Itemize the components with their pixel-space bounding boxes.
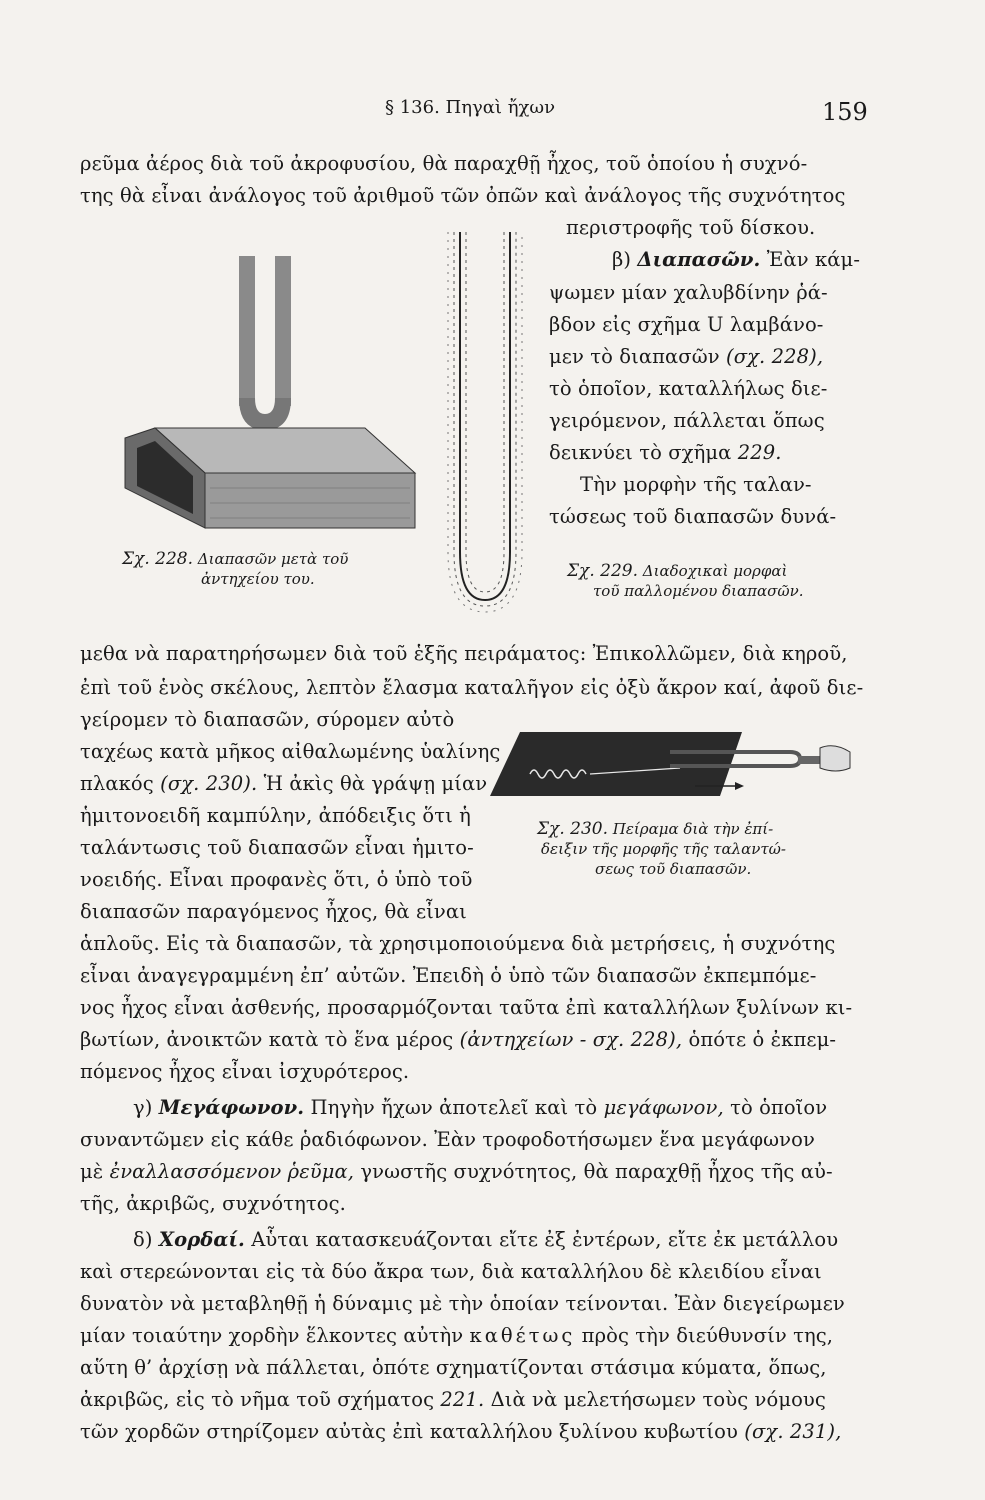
text-line: ταλάντωσις τοῦ διαπασῶν εἶναι ἡμιτο- <box>80 836 474 859</box>
section-gamma-line1 <box>133 1094 827 1122</box>
section-beta-heading <box>612 246 860 274</box>
text-line <box>549 439 782 467</box>
text-line: γείρομεν τὸ διαπασῶν, σύρομεν αὐτὸ <box>80 708 455 731</box>
section-title: Διαπασῶν. <box>637 248 761 271</box>
text-line: νος ἦχος εἶναι ἀσθενής, προσαρμόζονται ταῦτα ἐπὶ καταλλήλων ξυλίνων κι- <box>80 996 853 1019</box>
text-fragment: γνωστῆς συχνότητος, θὰ παραχθῇ ἦχος τῆς αὐ- <box>360 1160 833 1183</box>
text-fragment: Ἡ ἀκὶς θὰ γράψῃ μίαν <box>263 772 488 795</box>
text-line <box>80 1158 833 1186</box>
page-number: 159 <box>822 98 868 126</box>
figure-230-caption-line3: σεως τοῦ διαπασῶν. <box>595 860 752 878</box>
figure-229-vibration-shapes <box>440 232 530 610</box>
text-fragment: μεν τὸ διαπασῶν <box>549 345 720 368</box>
text-fragment: δεικνύει τὸ σχῆμα <box>549 441 732 464</box>
section-title: Μεγάφωνον. <box>158 1096 305 1119</box>
text-line: ἐπὶ τοῦ ἑνὸς σκέλους, λεπτὸν ἔλασμα καταλῆγον εἰς ὀξὺ ἄκρον καί, ἀφοῦ διε- <box>80 676 864 699</box>
text-line: συναντῶμεν εἰς κάθε ῥαδιόφωνον. Ἐὰν τροφοδοτήσωμεν ἕνα μεγάφωνον <box>80 1128 815 1151</box>
text-line <box>80 1418 841 1446</box>
text-line: αὕτη θ’ ἀρχίσῃ νὰ πάλλεται, ὁπότε σχηματίζονται στάσιμα κύματα, ὅπως, <box>80 1356 827 1379</box>
figure-228-tuning-fork-illustration <box>115 248 425 533</box>
caption-text: Πείραμα διὰ τὴν ἐπί- <box>612 820 774 838</box>
figure-number: Σχ. 228. <box>122 549 193 569</box>
section-title: Χορδαί. <box>158 1228 245 1251</box>
text-line <box>80 770 487 798</box>
figure-number: Σχ. 230. <box>537 819 608 839</box>
text-emphasis: μεγάφωνον, <box>603 1096 724 1119</box>
figure-number: Σχ. 229. <box>567 561 638 581</box>
text-line: νοειδής. Εἶναι προφανὲς ὅτι, ὁ ὑπὸ τοῦ <box>80 868 473 891</box>
text-fragment: μίαν τοιαύτην χορδὴν ἕλκοντες αὐτὴν <box>80 1324 464 1347</box>
text-line: πόμενος ἦχος εἶναι ἰσχυρότερος. <box>80 1060 410 1083</box>
text-fragment: Πηγὴν ἤχων ἀποτελεῖ καὶ τὸ <box>310 1096 598 1119</box>
text-line: Τὴν μορφὴν τῆς ταλαν- <box>580 473 812 496</box>
figure-229-caption <box>567 562 787 580</box>
figure-reference: 229. <box>737 441 782 464</box>
text-line: ἡμιτονοειδῆ καμπύλην, ἀπόδειξις ὅτι ἡ <box>80 804 471 827</box>
text-line: δυνατὸν νὰ μεταβληθῇ ἡ δύναμις μὲ τὴν ὁποίαν τείνονται. Ἐὰν διεγείρωμεν <box>80 1292 845 1315</box>
text-line: γειρόμενον, πάλλεται ὅπως <box>549 409 825 432</box>
text-line: εἶναι ἀναγεγραμμένη ἐπ’ αὐτῶν. Ἐπειδὴ ὁ ὑπὸ τῶν διαπασῶν ἐκπεμπόμε- <box>80 964 817 987</box>
text-emphasis: ἐναλλασσόμενον ῥεῦμα, <box>109 1160 355 1183</box>
figure-230-experiment-illustration <box>480 728 860 800</box>
caption-text: Διαδοχικαὶ μορφαὶ <box>642 562 788 580</box>
text-line: τὸ ὁποῖον, καταλλήλως διε- <box>549 377 828 400</box>
figure-229-caption-line2: τοῦ παλλομένου διαπασῶν. <box>593 582 804 600</box>
text-fragment: Διὰ νὰ μελετήσωμεν τοὺς νόμους <box>490 1388 826 1411</box>
text-line: ἁπλοῦς. Εἰς τὰ διαπασῶν, τὰ χρησιμοποιούμενα διὰ μετρήσεις, ἡ συχνότης <box>80 932 836 955</box>
figure-reference: (σχ. 228), <box>725 345 824 368</box>
text-fragment: ὁπότε ὁ ἐκπεμ- <box>688 1028 837 1051</box>
figure-228-caption-line2: ἀντηχείου του. <box>201 570 315 588</box>
text-fragment: βωτίων, ἀνοικτῶν κατὰ τὸ ἕνα μέρος <box>80 1028 454 1051</box>
running-header: § 136. Πηγαὶ ἤχων <box>385 97 556 118</box>
text-fragment: Ἐὰν κάμ- <box>766 248 861 271</box>
section-delta-line1 <box>133 1226 838 1254</box>
text-fragment: μὲ <box>80 1160 104 1183</box>
figure-230-caption-line2: δειξιν τῆς μορφῆς τῆς ταλαντώ- <box>541 840 786 858</box>
text-fragment: τῶν χορδῶν στηρίζομεν αὐτὰς ἐπὶ καταλλήλου ξυλίνου κυβωτίου <box>80 1420 738 1443</box>
figure-reference: (ἀντηχείων - σχ. 228), <box>459 1028 683 1051</box>
figure-reference: (σχ. 231), <box>744 1420 842 1443</box>
text-line <box>80 1322 833 1350</box>
text-fragment: τὸ ὁποῖον <box>730 1096 828 1119</box>
text-line: διαπασῶν παραγόμενος ἦχος, θὰ εἶναι <box>80 900 467 923</box>
text-fragment: πρὸς τὴν διεύθυνσίν της, <box>581 1324 834 1347</box>
text-line: της θὰ εἶναι ἀνάλογος τοῦ ἀριθμοῦ τῶν ὀπῶν καὶ ἀνάλογος τῆς συχνότητος <box>80 184 846 207</box>
section-marker: γ) <box>133 1096 153 1119</box>
figure-230-caption <box>537 820 773 838</box>
text-line <box>80 1386 826 1414</box>
section-marker: β) <box>612 248 632 271</box>
text-line: ρεῦμα ἀέρος διὰ τοῦ ἀκροφυσίου, θὰ παραχθῇ ἦχος, τοῦ ὁποίου ἡ συχνό- <box>80 152 808 175</box>
figure-reference: (σχ. 230). <box>160 772 258 795</box>
text-line: τῆς, ἀκριβῶς, συχνότητος. <box>80 1192 346 1215</box>
text-line: ψωμεν μίαν χαλυβδίνην ῥά- <box>549 281 828 304</box>
text-fragment: Αὗται κατασκευάζονται εἴτε ἐξ ἐντέρων, εἴτε ἐκ μετάλλου <box>251 1228 839 1251</box>
section-marker: δ) <box>133 1228 153 1251</box>
text-line <box>80 1026 836 1054</box>
text-spaced: καθέτως <box>469 1324 576 1347</box>
text-line: μεθα νὰ παρατηρήσωμεν διὰ τοῦ ἑξῆς πειράματος: Ἐπικολλῶμεν, διὰ κηροῦ, <box>80 642 848 665</box>
text-line: καὶ στερεώνονται εἰς τὰ δύο ἄκρα των, διὰ καταλλήλου δὲ κλειδίου εἶναι <box>80 1260 822 1283</box>
text-line <box>549 343 823 371</box>
caption-text: Διαπασῶν μετὰ τοῦ <box>197 550 349 568</box>
figure-228-caption <box>122 550 348 568</box>
text-fragment: πλακός <box>80 772 154 795</box>
text-fragment: ἀκριβῶς, εἰς τὸ νῆμα τοῦ σχήματος <box>80 1388 435 1411</box>
text-line: τώσεως τοῦ διαπασῶν δυνά- <box>549 505 837 528</box>
figure-reference: 221. <box>440 1388 485 1411</box>
text-line: ταχέως κατὰ μῆκος αἰθαλωμένης ὑαλίνης <box>80 740 501 763</box>
text-line: βδον εἰς σχῆμα U λαμβάνο- <box>549 313 824 336</box>
text-line: περιστροφῆς τοῦ δίσκου. <box>566 216 816 239</box>
